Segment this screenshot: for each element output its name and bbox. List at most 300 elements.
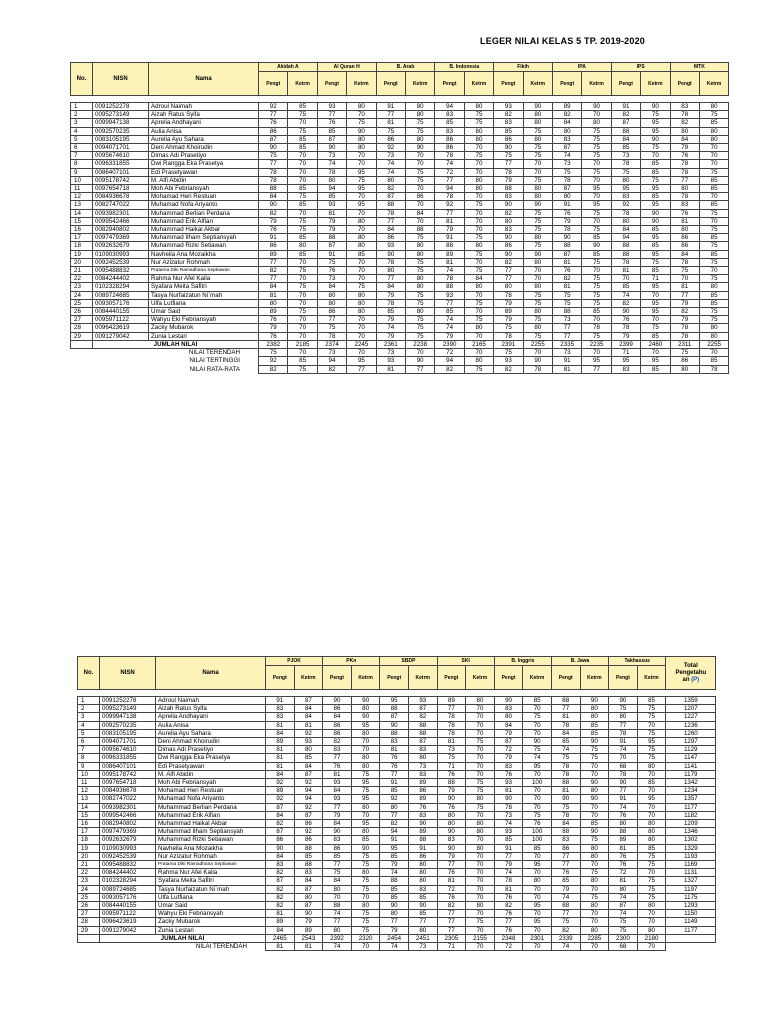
row-score: 80 bbox=[351, 729, 380, 737]
row-score: 89 bbox=[266, 738, 295, 746]
header-no: No. bbox=[78, 657, 100, 690]
table-row bbox=[71, 176, 729, 184]
row-score: 79 bbox=[670, 144, 699, 152]
row-score: 70 bbox=[347, 193, 376, 201]
row-score: 82 bbox=[551, 926, 580, 934]
separator-cell bbox=[551, 690, 580, 697]
row-score: 70 bbox=[523, 885, 552, 893]
row-score: 70 bbox=[288, 258, 317, 266]
stat-value: 74 bbox=[380, 943, 409, 951]
row-score: 82 bbox=[408, 713, 437, 721]
row-nisn: 0092570235 bbox=[93, 127, 149, 135]
row-score: 70 bbox=[351, 746, 380, 754]
row-score: 93 bbox=[323, 779, 352, 787]
row-score: 70 bbox=[580, 762, 609, 770]
row-nama: Mohamad Heri Restuan bbox=[156, 787, 266, 795]
row-score: 85 bbox=[408, 893, 437, 901]
row-score: 90 bbox=[523, 738, 552, 746]
row-score: 90 bbox=[641, 103, 670, 111]
row-nisn: 0084936678 bbox=[93, 193, 149, 201]
row-score: 70 bbox=[464, 193, 493, 201]
row-total: 1342 bbox=[666, 779, 716, 787]
table-row bbox=[71, 168, 729, 176]
row-score: 86 bbox=[323, 705, 352, 713]
row-score: 79 bbox=[670, 316, 699, 324]
table-row bbox=[71, 316, 729, 324]
table-row bbox=[78, 861, 716, 869]
row-score: 90 bbox=[580, 738, 609, 746]
row-score: 81 bbox=[670, 283, 699, 291]
row-score: 82 bbox=[376, 185, 405, 193]
table-row bbox=[78, 738, 716, 746]
row-score: 80 bbox=[437, 820, 466, 828]
row-score: 87 bbox=[294, 885, 323, 893]
row-score: 93 bbox=[323, 795, 352, 803]
row-score: 95 bbox=[347, 168, 376, 176]
row-score: 85 bbox=[317, 193, 346, 201]
row-score: 76 bbox=[380, 762, 409, 770]
header-subject: SKI bbox=[437, 657, 494, 666]
row-nisn: 0095488832 bbox=[100, 861, 156, 869]
row-score: 70 bbox=[699, 217, 728, 225]
row-nama: Wahyu Eki Febriansyah bbox=[149, 316, 259, 324]
row-score: 77 bbox=[551, 910, 580, 918]
separator-cell bbox=[580, 690, 609, 697]
row-score: 85 bbox=[408, 910, 437, 918]
row-score: 80 bbox=[464, 185, 493, 193]
row-score: 70 bbox=[637, 770, 666, 778]
header-ketrm: Ketrm bbox=[637, 666, 666, 690]
row-score: 78 bbox=[552, 176, 581, 184]
row-score: 70 bbox=[288, 176, 317, 184]
stat-value: 71 bbox=[611, 349, 640, 357]
row-nisn: 0102328294 bbox=[93, 283, 149, 291]
table-row bbox=[71, 267, 729, 275]
row-score: 80 bbox=[408, 877, 437, 885]
row-score: 81 bbox=[317, 209, 346, 217]
stat-value: 80 bbox=[464, 357, 493, 365]
row-score: 74 bbox=[609, 910, 638, 918]
row-score: 95 bbox=[641, 234, 670, 242]
row-score: 77 bbox=[551, 852, 580, 860]
row-score: 90 bbox=[641, 209, 670, 217]
row-score: 90 bbox=[580, 697, 609, 705]
header-pengt: Pengt bbox=[317, 72, 346, 96]
row-score: 94 bbox=[435, 103, 464, 111]
row-nisn: 0092570235 bbox=[100, 721, 156, 729]
row-score: 78 bbox=[670, 258, 699, 266]
row-score: 83 bbox=[266, 713, 295, 721]
header-pengt: Pengt bbox=[323, 666, 352, 690]
row-score: 76 bbox=[437, 893, 466, 901]
row-score: 75 bbox=[580, 869, 609, 877]
row-score: 80 bbox=[347, 135, 376, 143]
separator-cell bbox=[666, 690, 716, 697]
row-score: 93 bbox=[317, 201, 346, 209]
row-score: 72 bbox=[494, 746, 523, 754]
row-score: 70 bbox=[523, 869, 552, 877]
row-score: 80 bbox=[376, 176, 405, 184]
row-score: 85 bbox=[582, 308, 611, 316]
row-score: 81 bbox=[435, 217, 464, 225]
row-score: 77 bbox=[670, 176, 699, 184]
row-nama: Pratama Diki Ramadhana Septiawan bbox=[156, 861, 266, 869]
header-total-line3 bbox=[667, 677, 714, 684]
row-score: 83 bbox=[266, 861, 295, 869]
row-score: 90 bbox=[351, 697, 380, 705]
row-total: 1177 bbox=[666, 926, 716, 934]
row-score: 85 bbox=[699, 234, 728, 242]
header-subject: Al Quran H bbox=[317, 63, 376, 72]
row-score: 85 bbox=[294, 754, 323, 762]
row-score: 73 bbox=[437, 746, 466, 754]
row-score: 85 bbox=[699, 250, 728, 258]
row-score: 88 bbox=[294, 844, 323, 852]
table-row bbox=[78, 836, 716, 844]
row-score: 70 bbox=[466, 910, 495, 918]
row-score: 86 bbox=[670, 234, 699, 242]
jumlah-value: 2390 bbox=[435, 340, 464, 348]
row-score: 80 bbox=[552, 193, 581, 201]
row-score: 75 bbox=[637, 729, 666, 737]
row-nisn: 0084440155 bbox=[93, 308, 149, 316]
table-row bbox=[78, 877, 716, 885]
row-score: 77 bbox=[609, 721, 638, 729]
row-score: 81 bbox=[376, 119, 405, 127]
row-score: 90 bbox=[437, 828, 466, 836]
row-score: 70 bbox=[464, 144, 493, 152]
row-score: 77 bbox=[435, 299, 464, 307]
jumlah-value: 2391 bbox=[494, 340, 523, 348]
row-score: 95 bbox=[641, 283, 670, 291]
row-no: 21 bbox=[78, 861, 100, 869]
row-score: 75 bbox=[494, 324, 523, 332]
separator-cell bbox=[380, 690, 409, 697]
stat-value: 95 bbox=[347, 357, 376, 365]
row-score: 75 bbox=[351, 910, 380, 918]
row-nama: M. Alfi Abidin bbox=[156, 770, 266, 778]
row-nisn: 0097479369 bbox=[100, 828, 156, 836]
row-score: 75 bbox=[288, 127, 317, 135]
row-score: 88 bbox=[435, 242, 464, 250]
row-score: 90 bbox=[317, 144, 346, 152]
row-score: 87 bbox=[380, 713, 409, 721]
row-nama: Aprelia Andhayani bbox=[149, 119, 259, 127]
row-score: 75 bbox=[347, 176, 376, 184]
row-score: 79 bbox=[437, 787, 466, 795]
row-score: 84 bbox=[551, 820, 580, 828]
row-score: 70 bbox=[523, 926, 552, 934]
row-score: 95 bbox=[351, 820, 380, 828]
row-score: 80 bbox=[464, 176, 493, 184]
row-nisn: 0096331855 bbox=[100, 754, 156, 762]
jumlah-value: 2311 bbox=[670, 340, 699, 348]
row-score: 80 bbox=[523, 258, 552, 266]
row-nama: Aprelia Andhayani bbox=[156, 713, 266, 721]
row-nama: Moh Abi Febriansyah bbox=[149, 185, 259, 193]
header-ketrm: Ketrm bbox=[641, 72, 670, 96]
table-row bbox=[78, 779, 716, 787]
row-score: 75 bbox=[351, 770, 380, 778]
row-score: 77 bbox=[380, 770, 409, 778]
row-score: 74 bbox=[435, 316, 464, 324]
row-score: 88 bbox=[380, 877, 409, 885]
row-score: 91 bbox=[408, 844, 437, 852]
row-no: 29 bbox=[78, 926, 100, 934]
header-subject: SBDP bbox=[380, 657, 437, 666]
row-score: 95 bbox=[380, 844, 409, 852]
row-nisn: 0099947138 bbox=[93, 119, 149, 127]
stat-value: 70 bbox=[580, 943, 609, 951]
jumlah-row bbox=[78, 934, 716, 942]
table-row bbox=[71, 324, 729, 332]
jumlah-value: 2543 bbox=[294, 934, 323, 942]
row-score: 75 bbox=[641, 324, 670, 332]
row-nisn: 0092632679 bbox=[93, 242, 149, 250]
row-score: 89 bbox=[259, 308, 288, 316]
leger-table-2 bbox=[77, 656, 716, 951]
row-score: 75 bbox=[551, 803, 580, 811]
row-score: 70 bbox=[637, 918, 666, 926]
row-nama: Edi Prasetyawan bbox=[156, 762, 266, 770]
row-score: 80 bbox=[699, 127, 728, 135]
row-nisn: 0097654718 bbox=[93, 185, 149, 193]
row-score: 74 bbox=[435, 267, 464, 275]
row-score: 75 bbox=[288, 111, 317, 119]
row-nama: Adroul Naimah bbox=[156, 697, 266, 705]
row-score: 82 bbox=[266, 869, 295, 877]
row-score: 75 bbox=[466, 787, 495, 795]
row-score: 80 bbox=[294, 893, 323, 901]
row-nisn: 0082747022 bbox=[100, 795, 156, 803]
row-score: 75 bbox=[464, 250, 493, 258]
row-no: 22 bbox=[78, 869, 100, 877]
row-nisn: 0091252278 bbox=[93, 103, 149, 111]
row-score: 85 bbox=[641, 267, 670, 275]
row-score: 70 bbox=[466, 729, 495, 737]
row-score: 85 bbox=[347, 250, 376, 258]
stat-value: 80 bbox=[670, 365, 699, 373]
row-score: 75 bbox=[288, 226, 317, 234]
row-score: 91 bbox=[376, 103, 405, 111]
row-score: 90 bbox=[494, 201, 523, 209]
row-score: 90 bbox=[294, 910, 323, 918]
row-no: 23 bbox=[71, 283, 93, 291]
row-score: 95 bbox=[582, 185, 611, 193]
row-score: 70 bbox=[523, 721, 552, 729]
row-nisn: 0099542466 bbox=[93, 217, 149, 225]
row-score: 80 bbox=[466, 844, 495, 852]
row-score: 78 bbox=[611, 209, 640, 217]
row-score: 75 bbox=[637, 877, 666, 885]
row-score: 80 bbox=[466, 697, 495, 705]
row-score: 77 bbox=[259, 275, 288, 283]
row-score: 89 bbox=[266, 787, 295, 795]
row-score: 70 bbox=[523, 803, 552, 811]
row-nama: Muhamad Nofa Ariyanto bbox=[156, 795, 266, 803]
stat-value: 90 bbox=[405, 357, 434, 365]
row-score: 90 bbox=[609, 697, 638, 705]
row-score: 90 bbox=[408, 902, 437, 910]
row-no: 28 bbox=[71, 324, 93, 332]
jumlah-blank bbox=[78, 934, 100, 942]
row-score: 80 bbox=[437, 811, 466, 819]
row-nama: Adroul Naimah bbox=[149, 103, 259, 111]
row-score: 80 bbox=[464, 283, 493, 291]
row-score: 85 bbox=[637, 697, 666, 705]
jumlah-value: 2155 bbox=[466, 934, 495, 942]
row-score: 80 bbox=[464, 242, 493, 250]
row-score: 75 bbox=[351, 787, 380, 795]
row-score: 77 bbox=[380, 811, 409, 819]
row-score: 91 bbox=[435, 234, 464, 242]
row-nisn: 0083105195 bbox=[100, 729, 156, 737]
row-score: 90 bbox=[259, 201, 288, 209]
row-score: 84 bbox=[611, 135, 640, 143]
stat-value: 77 bbox=[405, 365, 434, 373]
row-score: 91 bbox=[609, 795, 638, 803]
table-row bbox=[71, 258, 729, 266]
row-score: 70 bbox=[523, 893, 552, 901]
row-score: 85 bbox=[641, 160, 670, 168]
row-score: 79 bbox=[317, 226, 346, 234]
row-score: 91 bbox=[609, 738, 638, 746]
row-score: 74 bbox=[376, 324, 405, 332]
row-score: 85 bbox=[699, 119, 728, 127]
row-score: 86 bbox=[376, 135, 405, 143]
row-no: 25 bbox=[71, 299, 93, 307]
row-score: 75 bbox=[637, 713, 666, 721]
row-score: 80 bbox=[611, 176, 640, 184]
row-score: 70 bbox=[641, 291, 670, 299]
row-score: 81 bbox=[435, 258, 464, 266]
row-score: 70 bbox=[464, 168, 493, 176]
row-nisn: 0084936678 bbox=[100, 787, 156, 795]
row-score: 87 bbox=[294, 770, 323, 778]
row-score: 73 bbox=[408, 762, 437, 770]
row-score: 86 bbox=[494, 242, 523, 250]
row-score: 85 bbox=[288, 103, 317, 111]
table-row bbox=[78, 697, 716, 705]
separator-cell bbox=[637, 690, 666, 697]
row-score: 70 bbox=[347, 226, 376, 234]
row-nama: M. Alfi Abidin bbox=[149, 176, 259, 184]
stat-value: 85 bbox=[641, 365, 670, 373]
row-nisn: 0082940802 bbox=[93, 226, 149, 234]
row-no: 8 bbox=[71, 160, 93, 168]
leger-table-1 bbox=[70, 62, 729, 374]
row-nisn: 0094071701 bbox=[93, 144, 149, 152]
row-score: 70 bbox=[637, 910, 666, 918]
jumlah-value: 2235 bbox=[582, 340, 611, 348]
row-nama: Navheila Ana Mozaikha bbox=[156, 844, 266, 852]
row-score: 74 bbox=[376, 168, 405, 176]
row-score: 79 bbox=[552, 217, 581, 225]
row-score: 92 bbox=[294, 779, 323, 787]
row-nama: Tasya Nurfaizatun Ni`mah bbox=[149, 291, 259, 299]
table-row bbox=[71, 209, 729, 217]
row-score: 70 bbox=[466, 893, 495, 901]
row-score: 75 bbox=[582, 209, 611, 217]
row-score: 85 bbox=[551, 877, 580, 885]
separator-cell bbox=[100, 690, 156, 697]
row-score: 90 bbox=[323, 828, 352, 836]
row-score: 80 bbox=[347, 299, 376, 307]
stat-value: 82 bbox=[494, 365, 523, 373]
row-score: 84 bbox=[670, 135, 699, 143]
row-score: 75 bbox=[582, 291, 611, 299]
row-total: 1327 bbox=[666, 877, 716, 885]
stat-value: 68 bbox=[609, 943, 638, 951]
row-score: 76 bbox=[380, 754, 409, 762]
row-score: 77 bbox=[609, 787, 638, 795]
row-score: 83 bbox=[494, 119, 523, 127]
row-score: 79 bbox=[435, 332, 464, 340]
row-score: 70 bbox=[699, 160, 728, 168]
row-score: 70 bbox=[288, 299, 317, 307]
row-score: 75 bbox=[288, 308, 317, 316]
row-score: 70 bbox=[523, 729, 552, 737]
row-score: 74 bbox=[376, 160, 405, 168]
row-score: 95 bbox=[641, 299, 670, 307]
row-score: 79 bbox=[611, 332, 640, 340]
row-score: 94 bbox=[294, 787, 323, 795]
table-row bbox=[78, 910, 716, 918]
stat-row bbox=[71, 357, 729, 365]
row-score: 70 bbox=[405, 217, 434, 225]
row-score: 88 bbox=[437, 779, 466, 787]
row-no: 1 bbox=[78, 697, 100, 705]
row-score: 76 bbox=[670, 152, 699, 160]
row-score: 80 bbox=[347, 242, 376, 250]
row-score: 87 bbox=[494, 738, 523, 746]
row-score: 70 bbox=[611, 275, 640, 283]
row-score: 80 bbox=[376, 267, 405, 275]
row-score: 81 bbox=[259, 291, 288, 299]
row-score: 85 bbox=[494, 836, 523, 844]
row-score: 75 bbox=[464, 119, 493, 127]
table-row bbox=[78, 713, 716, 721]
table-row bbox=[71, 234, 729, 242]
row-nama: Tasya Nurfaizatun Ni`mah bbox=[156, 885, 266, 893]
row-score: 74 bbox=[611, 291, 640, 299]
row-nama: Syafara Meita Safitri bbox=[156, 877, 266, 885]
row-score: 83 bbox=[670, 201, 699, 209]
row-score: 92 bbox=[435, 201, 464, 209]
stat-label: NILAI TERENDAH bbox=[195, 943, 247, 951]
row-nama: Muhammad Ilham Septiansyah bbox=[149, 234, 259, 242]
row-score: 74 bbox=[323, 910, 352, 918]
row-score: 85 bbox=[580, 820, 609, 828]
table-row bbox=[78, 811, 716, 819]
stat-value: 82 bbox=[435, 365, 464, 373]
row-no: 20 bbox=[71, 258, 93, 266]
row-score: 75 bbox=[464, 111, 493, 119]
row-score: 75 bbox=[317, 324, 346, 332]
row-no: 15 bbox=[78, 811, 100, 819]
row-score: 92 bbox=[259, 103, 288, 111]
row-score: 75 bbox=[699, 308, 728, 316]
row-score: 74 bbox=[494, 869, 523, 877]
row-score: 75 bbox=[523, 332, 552, 340]
row-nisn: 0095273149 bbox=[100, 705, 156, 713]
row-score: 82 bbox=[494, 209, 523, 217]
row-score: 70 bbox=[323, 893, 352, 901]
stat-value: 70 bbox=[637, 943, 666, 951]
row-score: 84 bbox=[266, 729, 295, 737]
row-score: 75 bbox=[405, 332, 434, 340]
header-pengt: Pengt bbox=[551, 666, 580, 690]
